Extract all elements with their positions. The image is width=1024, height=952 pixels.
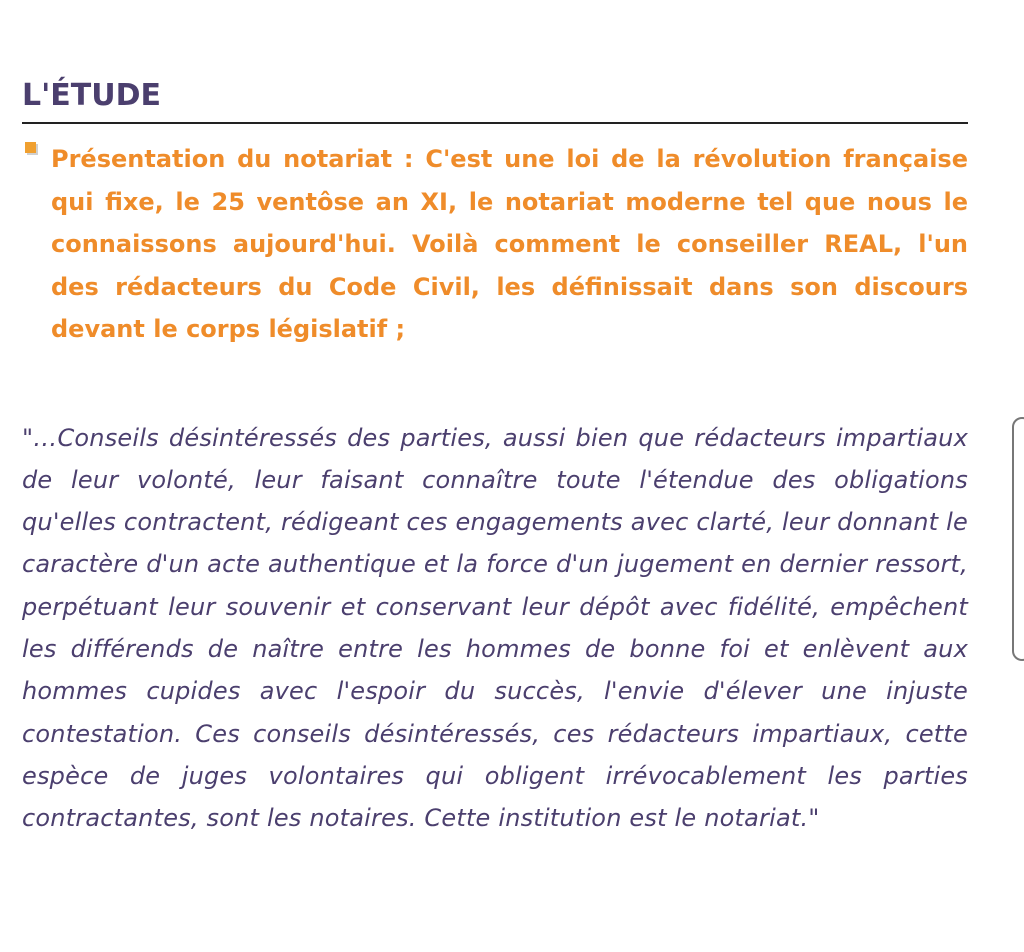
intro-paragraph: Présentation du notariat : C'est une loi de la révolution française qui fixe, le 25 ventôse an XI, le notariat moderne tel que nous le connaissons aujourd'hui. Voilà comment le conseiller REAL, l'un des rédacteurs du Code Civil, les définissait dans son discours devant le corps législatif ; bbox=[51, 145, 968, 343]
intro-list-item bbox=[22, 138, 968, 351]
scroll-handle[interactable] bbox=[1012, 417, 1024, 661]
article-content bbox=[22, 76, 968, 839]
section-title: L'ÉTUDE bbox=[22, 76, 968, 124]
quote-paragraph: "…Conseils désintéressés des parties, aussi bien que rédacteurs impartiaux de leur volonté, leur faisant connaître toute l'étendue des obligations qu'elles contractent, rédigeant ces engagements avec clarté, leur donnant le caractère d'un acte authentique et la force d'un jugement en dernier ressort, perpétuant leur souvenir et conservant leur dépôt avec fidélité, empêchent les différends de naître entre les hommes de bonne foi et enlèvent aux hommes cupides avec l'espoir du succès, l'envie d'élever une injuste contestation. Ces conseils désintéressés, ces rédacteurs impartiaux, cette espèce de juges volontaires qui obligent irrévocablement les parties contractantes, sont les notaires. Cette institution est le notariat." bbox=[22, 423, 968, 833]
square-bullet-icon bbox=[25, 142, 36, 153]
